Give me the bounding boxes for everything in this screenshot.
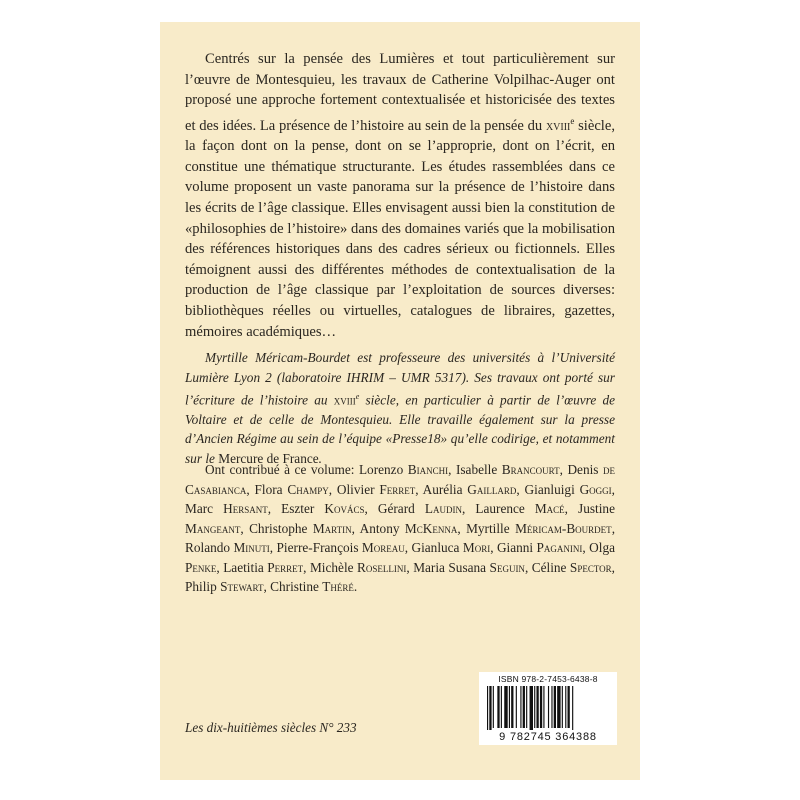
contributor-name: Olivier Ferret <box>336 481 416 497</box>
contributors-paragraph <box>185 460 615 597</box>
contributor-name: Denis de Casabianca <box>185 462 615 497</box>
contributor-name: Marc Hersant <box>185 501 268 516</box>
barcode-icon <box>487 686 609 730</box>
barcode-bar <box>530 686 533 730</box>
contributor-name: Maria Susana Seguin <box>413 559 525 575</box>
isbn-label: ISBN 978-2-7453-6438-8 <box>498 674 598 684</box>
contributor-name: Christine Théré <box>270 579 354 594</box>
barcode-bar <box>540 686 542 728</box>
barcode-bar <box>557 686 560 728</box>
barcode-bar <box>501 686 502 728</box>
barcode-bar <box>526 686 527 728</box>
contributor-name: Michèle Rosellini <box>309 559 407 575</box>
contributor-name: Laurence Macé <box>475 501 565 516</box>
barcode-bar <box>554 686 556 728</box>
contributors-list: Lorenzo Bianchi, Isabelle Brancourt, Denis de Casabianca, Flora Champy, Olivier Ferret, Aurélia Gaillard, Gianluigi Goggi, Marc Hersant, Eszter Kovács, Gérard Laudin, Laurence Macé, Justine Mangeant, Christophe Martin, Antony McKenna, Myrtille Méricam-Bourdet, Rolando Minuti, Pierre-François Moreau, Gianluca Mori, Gianni Paganini, Olga Penke, Laetitia Perret, Michèle Rosellini, Maria Susana Seguin, Céline Spector, Philip Stewart, Christine Théré. <box>185 462 616 594</box>
summary-paragraph: Centrés sur la pensée des Lumières et tout particulièrement sur l’œuvre de Montesquieu, les travaux de Catherine Volpilhac-Auger ont proposé une approche fortement contextualisée et historicisée des textes et des idées. La présence de l’histoire au sein de la pensée du xviii$^e$ siècle, la façon dont on la pense, dont on se l’approprie, dont on l’écrit, en constitue une thématique structurante. Les études rassemblées dans ce volume proposent un vaste panorama sur la présence de l’histoire dans les écrits de l’âge classique. Elles envisagent aussi bien la constitution de «philosophies de l’histoire» dans des domaines variés que la mobilisation des références historiques dans des cadres sérieux ou fictionnels. Elles témoignent aussi des différentes méthodes de contextualisation de la production de l’âge classique par l’exploitation de sources diverses: bibliothèques réelles ou virtuelles, catalogues de libraires, gazettes, mémoires académiques… <box>185 51 615 340</box>
contributor-name: Olga Penke <box>185 540 616 575</box>
contributors-intro: Ont contribué à ce volume: <box>205 462 355 477</box>
barcode-bar <box>511 686 513 728</box>
barcode-bar <box>551 686 552 728</box>
contributor-name: Pierre-François Moreau <box>276 540 405 555</box>
contributor-name: Laetitia Perret <box>223 559 304 575</box>
barcode-bar <box>565 686 566 728</box>
barcode-block <box>479 672 617 745</box>
contributor-name: Aurélia Gaillard <box>422 481 517 497</box>
barcode-bar <box>504 686 507 728</box>
contributor-name: Gianluca Mori <box>411 540 491 555</box>
barcode-bar <box>497 686 499 728</box>
barcode-bar <box>568 686 570 728</box>
contributor-name: Justine Mangeant <box>185 501 615 536</box>
barcode-number: 9 782745 364388 <box>499 731 597 743</box>
barcode-bar <box>534 686 535 728</box>
journal-title: Mercure de France <box>218 450 319 466</box>
contributor-name: Eszter Kovács <box>281 501 365 516</box>
barcode-bar <box>509 686 510 728</box>
century-superscript: e <box>570 115 575 126</box>
contributor-name: Lorenzo Bianchi <box>358 462 449 477</box>
contributor-name: Gianluigi Goggi <box>524 481 612 497</box>
contributor-name: Gianni Paganini <box>496 540 583 555</box>
series-title: Les dix-huitièmes siècles N° 233 <box>185 720 357 735</box>
century-superscript: e <box>355 392 360 401</box>
contributor-name: Flora Champy <box>254 481 329 497</box>
barcode-bar <box>520 686 521 728</box>
author-bio: Myrtille Méricam-Bourdet est professeure des universités à l’Université Lumière Lyon 2 (laboratoire IHRIM – UMR 5317). Ses travaux ont porté sur l’écriture de l’histoire au xviii$^e$ siècle, en particulier à partir de l’œuvre de Voltaire et de celle de Montesquieu. Elle travaille également sur la presse d’Ancien Régime au sein de l’équipe «Presse18» qu’elle codirige, et notamment sur le Mercure de France. <box>185 350 615 466</box>
barcode-bar <box>562 686 563 728</box>
barcode-bar <box>572 686 573 730</box>
century-numeral: xviii <box>333 392 356 408</box>
barcode-bar <box>487 686 488 730</box>
contributor-name: Céline Spector <box>531 559 612 575</box>
contributor-name: Myrtille Méricam-Bourdet <box>466 520 612 536</box>
contributor-name: Gérard Laudin <box>377 501 462 516</box>
barcode-bar <box>489 686 491 730</box>
contributor-name: Antony McKenna <box>359 520 458 536</box>
contributor-name: Philip Stewart <box>185 579 264 594</box>
century-numeral: xviii <box>545 117 571 134</box>
contributor-name: Christophe Martin <box>249 520 352 536</box>
contributor-name: Rolando Minuti <box>185 540 270 555</box>
barcode-bar <box>543 686 544 728</box>
barcode-bar <box>536 686 538 728</box>
barcode-bar <box>548 686 549 728</box>
barcode-bar <box>493 686 494 728</box>
barcode-bar <box>516 686 517 728</box>
barcode-bar <box>523 686 525 728</box>
contributor-name: Isabelle Brancourt <box>455 462 560 477</box>
